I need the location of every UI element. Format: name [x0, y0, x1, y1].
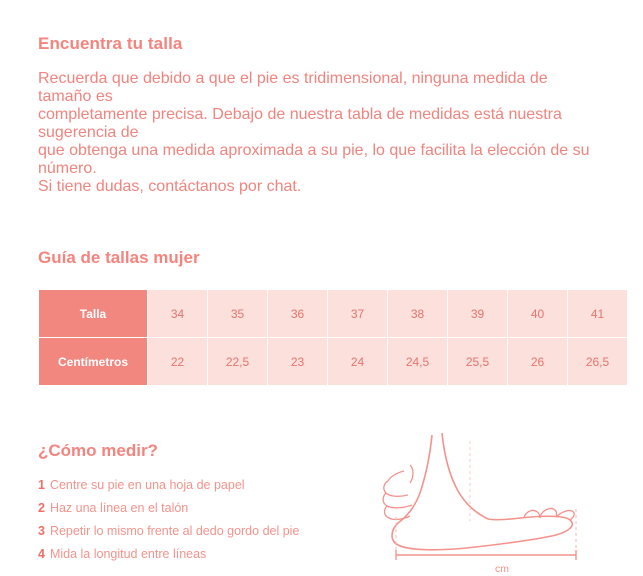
step-number: 2	[38, 501, 45, 515]
foot-measure-illustration	[380, 421, 595, 575]
size-table	[38, 289, 628, 386]
cm-cell: 24,5	[388, 338, 448, 386]
cm-cell: 22	[148, 338, 208, 386]
intro-line-3: que obtenga una medida aproximada a su pie, lo que facilita la elección de su número.	[38, 142, 590, 177]
step-text: Mida la longitud entre líneas	[49, 547, 207, 561]
cm-cell: 22,5	[208, 338, 268, 386]
intro-line-1: Recuerda que debido a que el pie es tridimensional, ninguna medida de tamaño es	[38, 70, 548, 105]
step-number: 3	[38, 524, 45, 538]
intro-section	[38, 34, 605, 196]
talla-cell: 34	[148, 290, 208, 338]
table-row	[39, 338, 628, 386]
page-title: Encuentra tu talla	[38, 34, 183, 53]
cm-cell: 25,5	[448, 338, 508, 386]
talla-cell: 39	[448, 290, 508, 338]
size-guide-section	[38, 248, 610, 386]
cm-cell: 26,5	[568, 338, 628, 386]
intro-line-2: completamente precisa. Debajo de nuestra tabla de medidas está nuestra sugerencia de	[38, 106, 562, 141]
guide-title: Guía de tallas mujer	[38, 248, 200, 267]
step-text: Haz una línea en el talón	[49, 501, 189, 515]
step-number: 4	[38, 547, 45, 561]
cm-cell: 24	[328, 338, 388, 386]
cm-cell: 26	[508, 338, 568, 386]
step-number: 1	[38, 478, 45, 492]
step-text: Centre su pie en una hoja de papel	[49, 478, 245, 492]
cm-cell: 23	[268, 338, 328, 386]
row-label-talla: Talla	[39, 290, 148, 338]
cm-unit-label: cm	[495, 563, 509, 575]
talla-cell: 41	[568, 290, 628, 338]
table-row	[39, 290, 628, 338]
measure-title: ¿Cómo medir?	[38, 441, 158, 460]
step-text: Repetir lo mismo frente al dedo gordo del pie	[49, 524, 300, 538]
row-label-centimetros: Centímetros	[39, 338, 148, 386]
foot-icon	[380, 421, 595, 571]
talla-cell: 35	[208, 290, 268, 338]
talla-cell: 40	[508, 290, 568, 338]
intro-line-4: Si tiene dudas, contáctanos por chat.	[38, 178, 302, 195]
talla-cell: 38	[388, 290, 448, 338]
talla-cell: 37	[328, 290, 388, 338]
talla-cell: 36	[268, 290, 328, 338]
how-to-measure-section	[38, 441, 605, 575]
